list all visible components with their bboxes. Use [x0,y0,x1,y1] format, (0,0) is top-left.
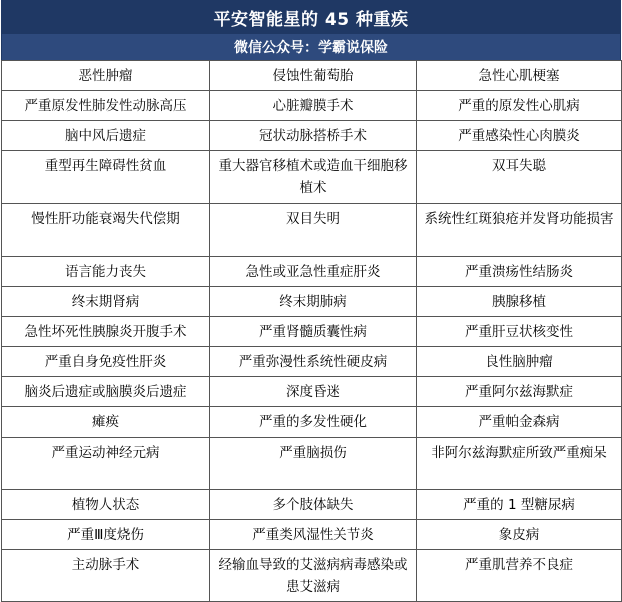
table-row [2,61,622,91]
table-row [2,490,622,520]
table-row [2,204,622,257]
table-cell: 严重感染性心肉膜炎 [417,121,622,151]
table-row [2,317,622,347]
table-cell: 双耳失聪 [417,151,622,204]
table-cell: 植物人状态 [2,490,210,520]
table-cell: 瘫痪 [2,407,210,438]
table-cell: 慢性肝功能衰竭失代偿期 [2,204,210,257]
table-cell: 心脏瓣膜手术 [210,91,417,121]
table-cell: 良性脑肿瘤 [417,347,622,377]
table-cell: 经输血导致的艾滋病病毒感染或患艾滋病 [210,550,417,602]
table-cell: 象皮病 [417,520,622,550]
table-cell: 主动脉手术 [2,550,210,602]
table-cell: 非阿尔兹海默症所致严重痴呆 [417,438,622,490]
table-cell: 脑炎后遗症或脑膜炎后遗症 [2,377,210,407]
table-cell: 侵蚀性葡萄胎 [210,61,417,91]
table-cell: 急性心肌梗塞 [417,61,622,91]
table-cell: 严重肝豆状核变性 [417,317,622,347]
disease-table [1,60,622,602]
table-cell: 严重肌营养不良症 [417,550,622,602]
table-cell: 双目失明 [210,204,417,257]
table-cell: 脑中风后遗症 [2,121,210,151]
table-row [2,377,622,407]
table-cell: 严重脑损伤 [210,438,417,490]
table-cell: 严重原发性肺发性动脉高压 [2,91,210,121]
table-cell: 恶性肿瘤 [2,61,210,91]
table-cell: 严重运动神经元病 [2,438,210,490]
table-cell: 严重溃疡性结肠炎 [417,257,622,287]
table-row [2,257,622,287]
page-title: 平安智能星的 45 种重疾 [1,0,621,34]
table-cell: 严重帕金森病 [417,407,622,438]
table-cell: 终末期肺病 [210,287,417,317]
table-cell: 严重弥漫性系统性硬皮病 [210,347,417,377]
table-cell: 多个肢体缺失 [210,490,417,520]
table-cell: 严重肾髓质囊性病 [210,317,417,347]
table-row [2,347,622,377]
table-cell: 深度昏迷 [210,377,417,407]
table-cell: 严重自身免疫性肝炎 [2,347,210,377]
table-cell: 重型再生障碍性贫血 [2,151,210,204]
table-cell: 终末期肾病 [2,287,210,317]
table-cell: 严重的多发性硬化 [210,407,417,438]
table-cell: 急性或亚急性重症肝炎 [210,257,417,287]
table-cell: 重大器官移植术或造血干细胞移植术 [210,151,417,204]
table-row [2,91,622,121]
table-cell: 严重Ⅲ度烧伤 [2,520,210,550]
table-cell: 严重的 1 型糖尿病 [417,490,622,520]
table-cell: 急性坏死性胰腺炎开腹手术 [2,317,210,347]
table-cell: 系统性红斑狼疮并发肾功能损害 [417,204,622,257]
table-cell: 语言能力丧失 [2,257,210,287]
table-row [2,287,622,317]
table-cell: 胰腺移植 [417,287,622,317]
disease-table-body [2,61,622,602]
table-cell: 严重类风湿性关节炎 [210,520,417,550]
table-row [2,550,622,602]
table-row [2,438,622,490]
table-row [2,121,622,151]
table-cell: 严重的原发性心肌病 [417,91,622,121]
table-row [2,520,622,550]
disease-list-panel [1,0,621,602]
table-cell: 严重阿尔兹海默症 [417,377,622,407]
table-row [2,151,622,204]
table-cell: 冠状动脉搭桥手术 [210,121,417,151]
page-subtitle: 微信公众号：学霸说保险 [1,34,621,60]
table-row [2,407,622,438]
